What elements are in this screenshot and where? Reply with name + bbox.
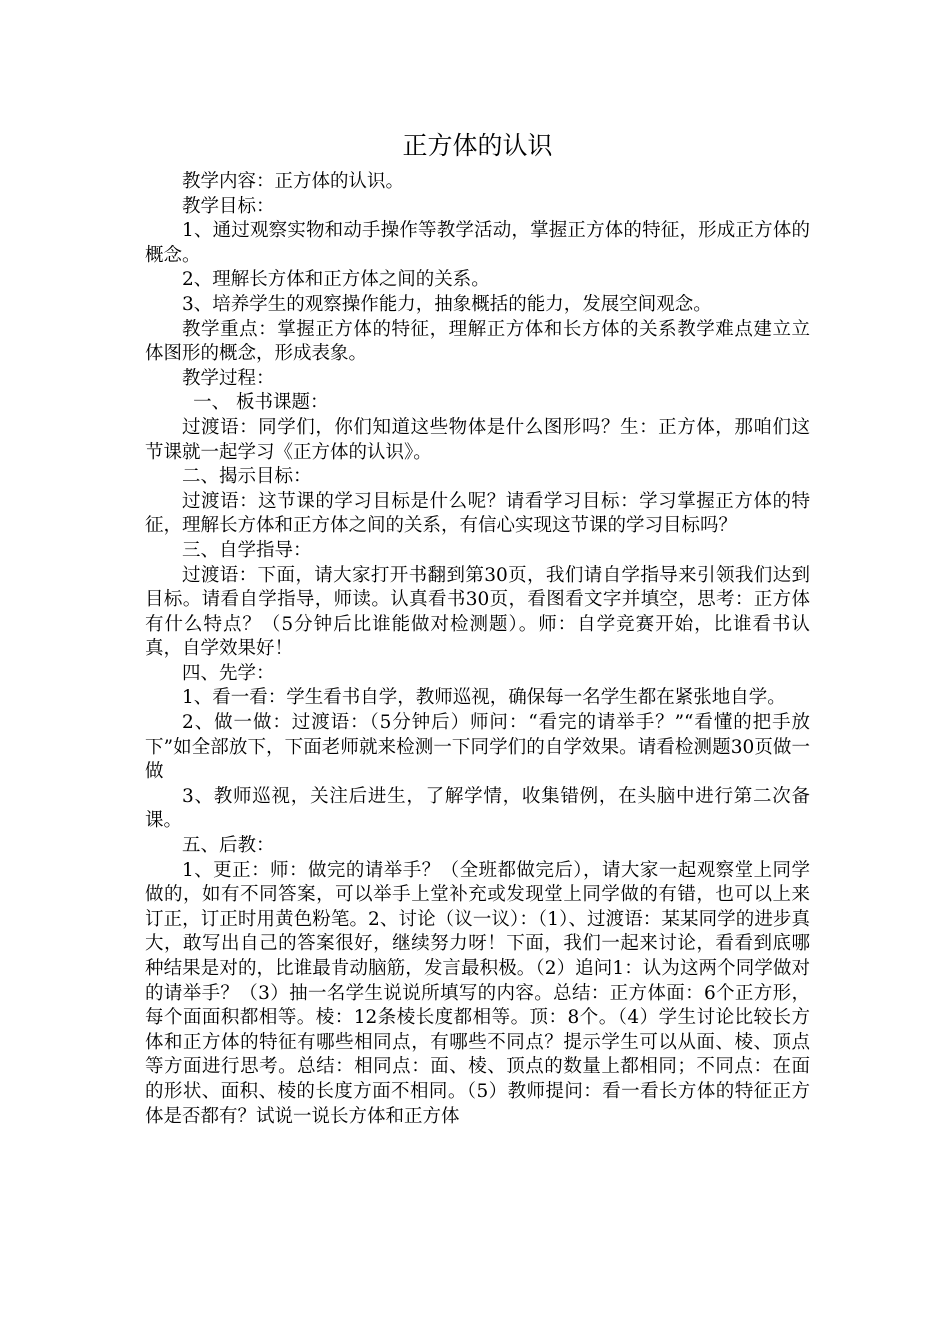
paragraph-section-5-heading: 五、后教： (182, 835, 275, 857)
document-title: 正方体的认识 (402, 131, 553, 160)
paragraph-key-points: 教学重点：掌握正方体的特征，理解正方体和长方体的关系教学难点建立立体图形的概念，形成表象。 (145, 318, 810, 365)
paragraph-teaching-goals-heading: 教学目标： (182, 195, 275, 217)
paragraph-teaching-content: 教学内容：正方体的认识。 (182, 171, 405, 192)
paragraph-goal-3: 3、培养学生的观察操作能力，抽象概括的能力，发展空间观念。 (182, 293, 712, 315)
paragraph-section-3-heading: 三、自学指导： (182, 539, 312, 561)
paragraph-section-3-body: 过渡语：下面，请大家打开书翻到第30页，我们请自学指导来引领我们达到目标。请看自学指导，师读。认真看书30页，看图看文字并填空，思考：正方体有什么特点？（5分钟后比谁能做对检测题）。师：自学竞赛开始，比谁看书认真，自学效果好！ (145, 564, 810, 660)
paragraph-goal-2: 2、理解长方体和正方体之间的关系。 (182, 269, 490, 291)
paragraph-section-4-heading: 四、先学： (182, 662, 275, 684)
paragraph-section-2-body: 过渡语：这节课的学习目标是什么呢？请看学习目标：学习掌握正方体的特征，理解长方体和正方体之间的关系，有信心实现这节课的学习目标吗？ (145, 490, 810, 537)
paragraph-section-1-body: 过渡语：同学们，你们知道这些物体是什么图形吗？生：正方体，那咱们这节课就一起学习《正方体的认识》。 (145, 416, 810, 463)
paragraph-section-1-heading: 一、 板书课题： (193, 392, 329, 414)
paragraph-section-4-item-1: 1、看一看：学生看书自学，教师巡视，确保每一名学生都在紧张地自学。 (182, 687, 786, 709)
paragraph-section-4-item-2: 2、做一做：过渡语：（5分钟后）师问：“看完的请举手？”“看懂的把手放下”如全部放下，下面老师就来检测一下同学们的自学效果。请看检测题30页做一做 (145, 712, 810, 783)
paragraph-goal-1: 1、通过观察实物和动手操作等教学活动，掌握正方体的特征，形成正方体的概念。 (145, 220, 810, 266)
paragraph-section-4-item-3: 3、教师巡视，关注后进生，了解学情，收集错例，在头脑中进行第二次备课。 (145, 785, 810, 832)
paragraph-section-5-body: 1、更正：师：做完的请举手？（全班都做完后），请大家一起观察堂上同学做的，如有不同答案，可以举手上堂补充或发现堂上同学做的有错，也可以上来订正，订正时用黄色粉笔。2、讨论（议一议）：（1）、过渡语：某某同学的进步真大，敢写出自己的答案很好，继续努力呀！下面，我们一起来讨论，看看到底哪种结果是对的，比谁最肯动脑筋，发言最积极。（2）追问1：认为这两个同学做对的请举手？（3）抽一名学生说说所填写的内容。总结：正方体面：6个正方形，每个面面积都相等。棱：12条棱长度都相等。顶：8个。（4）学生讨论比较长方体和正方体的特征有哪些相同点，有哪些不同点？提示学生可以从面、棱、顶点等方面进行思考。总结：相同点：面、棱、顶点的数量上都相同；不同点：在面的形状、面积、棱的长度方面不相同。（5）教师提问：看一看长方体的特征正方体是否都有？试说一说长方体和正方体 (145, 859, 810, 1127)
paragraph-process-heading: 教学过程： (182, 367, 275, 389)
paragraph-section-2-heading: 二、揭示目标： (182, 466, 312, 488)
document-page (145, 128, 810, 1129)
